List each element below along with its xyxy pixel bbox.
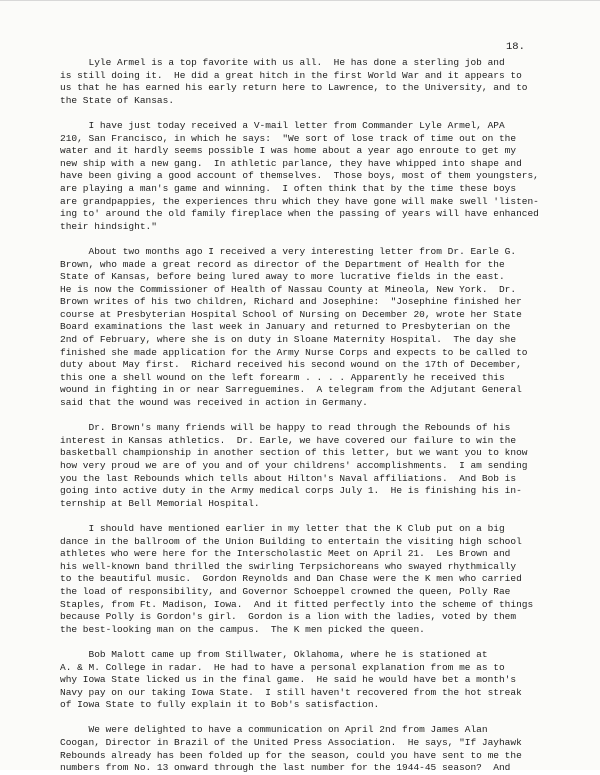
text-line: finished she made application for the Army Nurse Corps and expects to be called to xyxy=(60,346,528,358)
text-line: Lyle Armel is a top favorite with us all. He has done a sterling job and xyxy=(60,57,505,68)
text-line: basketball championship in another section of this letter, but we want you to know xyxy=(60,447,528,459)
text-line: because Polly is Gordon's girl. Gordon is a lion with the ladies, voted by them xyxy=(60,611,517,623)
text-line: I should have mentioned earlier in my letter that the K Club put on a big xyxy=(60,522,505,534)
text-line: 2nd of February, where she is on duty in Sloane Maternity Hospital. The day she xyxy=(60,334,517,346)
text-line: ternship at Bell Memorial Hospital. xyxy=(60,497,260,509)
text-line: He is now the Commissioner of Health of Nassau County at Mineola, New York. Dr. xyxy=(60,283,517,295)
page-number: 18. xyxy=(506,41,525,53)
text-line: are grandpappies, the experiences thru which they have gone will make swell 'listen- xyxy=(60,195,539,207)
paragraph-spacer xyxy=(60,636,580,649)
text-line: have been giving a good account of themselves. Those boys, most of them youngsters, xyxy=(60,170,539,182)
text-line: ing to' around the old family fireplace when the passing of years will have enhanced xyxy=(60,208,539,220)
text-line: Dr. Brown's many friends will be happy to read through the Rebounds of his xyxy=(60,422,511,434)
text-line: said that the wound was received in action in Germany. xyxy=(60,397,368,409)
text-line: you the last Rebounds which tells about Hilton's Naval affiliations. And Bob is xyxy=(60,472,517,484)
text-line: the best-looking man on the campus. The K men picked the queen. xyxy=(60,623,425,635)
paragraph-spacer xyxy=(60,233,580,246)
text-line: wound in fighting in or near Sarreguemines. A telegram from the Adjutant General xyxy=(60,384,522,396)
text-line: 210, San Francisco, in which he says: "We sort of lose track of time out on the xyxy=(60,132,517,144)
text-line: course at Presbyterian Hospital School of Nursing on December 20, wrote her State xyxy=(60,308,522,320)
paragraph-coogan-communication xyxy=(60,724,580,774)
text-line: Brown, who made a great record as director of the Department of Health for the xyxy=(60,258,505,270)
text-line: new ship with a new gang. In athletic parlance, they have whipped into shape and xyxy=(60,157,522,169)
paragraph-spacer xyxy=(60,712,580,725)
text-line: going into active duty in the Army medical corps July 1. He is finishing his in- xyxy=(60,485,522,497)
text-line: water and it hardly seems possible I was home about a year ago enroute to get my xyxy=(60,145,517,157)
text-line: are playing a man's game and winning. I often think that by the time these boys xyxy=(60,182,517,194)
text-line: Staples, from Ft. Madison, Iowa. And it fitted perfectly into the scheme of things xyxy=(60,598,534,610)
paragraph-dr-brown-friends xyxy=(60,422,580,510)
text-line: to the beautiful music. Gordon Reynolds and Dan Chase were the K men who carried xyxy=(60,573,522,585)
text-line: Brown writes of his two children, Richard and Josephine: "Josephine finished her xyxy=(60,296,522,308)
paragraph-vmail-letter xyxy=(60,120,580,233)
text-line: interest in Kansas athletics. Dr. Earle, we have covered our failure to win the xyxy=(60,434,517,446)
text-line: Bob Malott came up from Stillwater, Oklahoma, where he is stationed at xyxy=(60,648,488,660)
text-line: the State of Kansas. xyxy=(60,94,175,106)
text-line: dance in the ballroom of the Union Building to entertain the visiting high school xyxy=(60,535,522,547)
letter-body xyxy=(60,57,580,775)
paragraph-k-club-dance xyxy=(60,523,580,636)
paragraph-dr-brown-letter xyxy=(60,246,580,410)
text-line: this one a shell wound on the left forearm . . . . Apparently he received this xyxy=(60,371,505,383)
text-line: athletes who were here for the Interscholastic Meet on April 21. Les Brown and xyxy=(60,548,511,560)
paragraph-spacer xyxy=(60,510,580,523)
text-line: Navy pay on our taking Iowa State. I still haven't recovered from the hot streak xyxy=(60,686,522,698)
text-line: Board examinations the last week in January and returned to Presbyterian on the xyxy=(60,321,511,333)
text-line: Coogan, Director in Brazil of the United Press Association. He says, "If Jayhawk xyxy=(60,737,522,749)
text-line: We were delighted to have a communication on April 2nd from James Alan xyxy=(60,724,488,736)
text-line: why Iowa State licked us in the final game. He said he would have bet a month's xyxy=(60,674,517,686)
text-line: I have just today received a V-mail letter from Commander Lyle Armel, APA xyxy=(60,119,505,131)
text-line: A. & M. College in radar. He had to have a personal explanation from me as to xyxy=(60,661,505,673)
paragraph-spacer xyxy=(60,410,580,423)
text-line: his well-known band thrilled the swirling Terpsichoreans who swayed rhythmically xyxy=(60,560,517,572)
text-line: their hindsight." xyxy=(60,220,157,232)
text-line: duty about May first. Richard received his second wound on the 17th of December, xyxy=(60,359,522,371)
text-line: numbers from No. 13 onward through the last number for the 1944-45 season? And xyxy=(60,762,511,774)
text-line: State of Kansas, before being lured away to more lucrative fields in the east. xyxy=(60,271,505,283)
paragraph-spacer xyxy=(60,107,580,120)
text-line: is still doing it. He did a great hitch in the first World War and it appears to xyxy=(60,69,522,81)
text-line: of Iowa State to fully explain it to Bob's satisfaction. xyxy=(60,699,380,711)
text-line: us that he has earned his early return here to Lawrence, to the University, and to xyxy=(60,82,528,94)
paragraph-lyle-armel-intro xyxy=(60,57,580,107)
paragraph-bob-malott xyxy=(60,649,580,712)
text-line: the load of responsibility, and Governor Schoeppel crowned the queen, Polly Rae xyxy=(60,585,511,597)
text-line: About two months ago I received a very interesting letter from Dr. Earle G. xyxy=(60,245,517,257)
text-line: Rebounds already has been folded up for the season, could you have sent to me the xyxy=(60,749,522,761)
text-line: how very proud we are of you and of your childrens' accomplishments. I am sending xyxy=(60,460,528,471)
